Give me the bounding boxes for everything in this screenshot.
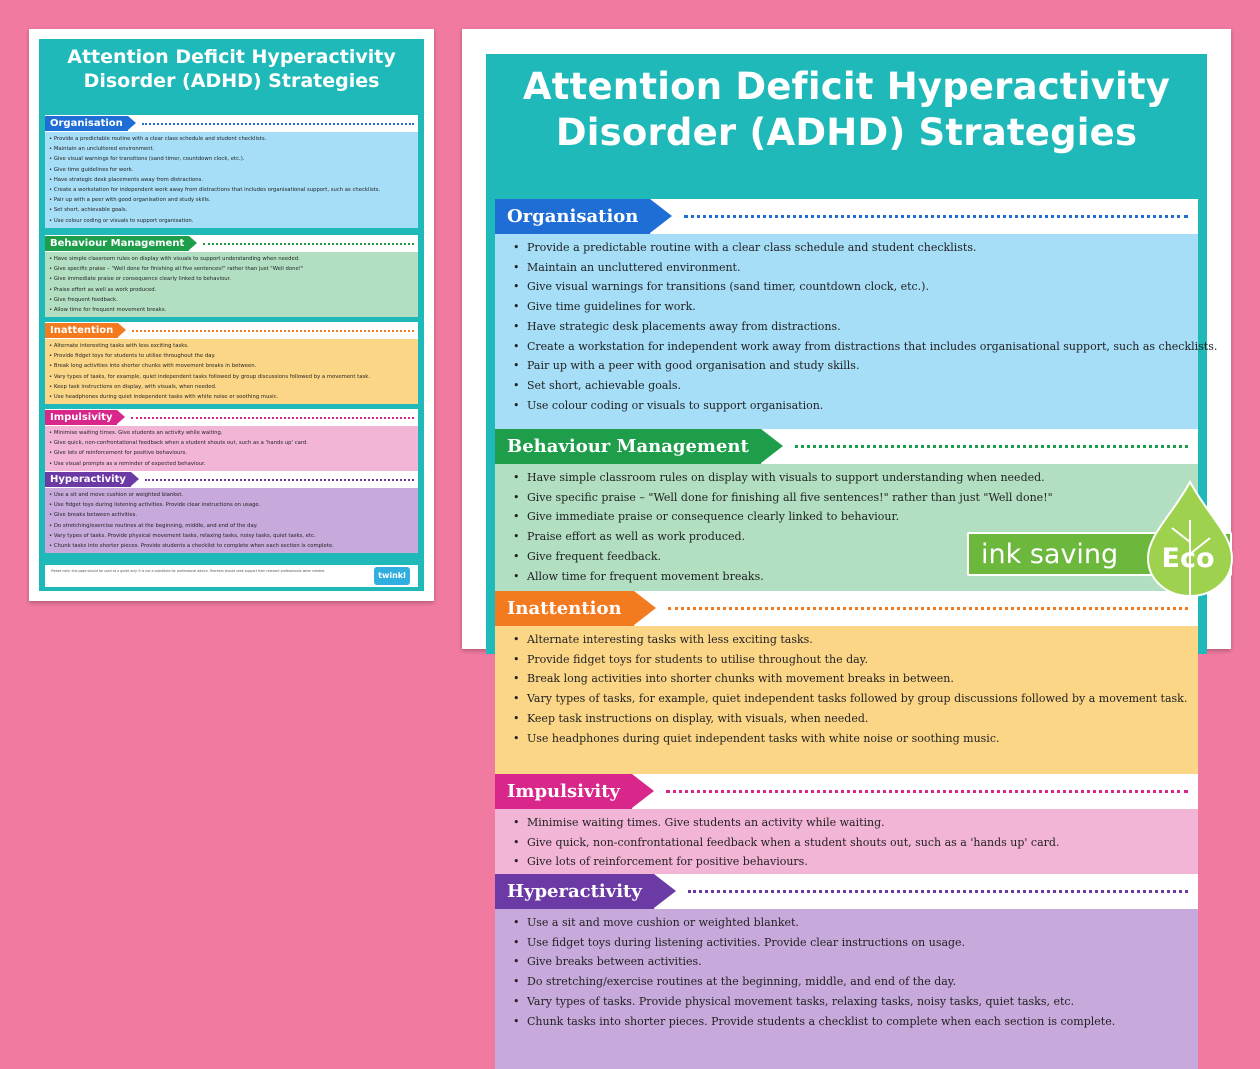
mini-list-item: • Break long activities into shorter chunks with movement breaks in between. xyxy=(49,361,414,371)
list-item: • Do stretching/exercise routines at the beginning, middle, and end of the day. xyxy=(513,972,1198,992)
list-item: • Use headphones during quiet independent tasks with white noise or soothing music. xyxy=(513,729,1198,749)
list-item: • Chunk tasks into shorter pieces. Provide students a checklist to complete when each section is complete. xyxy=(513,1012,1198,1032)
list-item: • Praise effort as well as work produced. xyxy=(513,527,1198,547)
mini-section-title: Organisation xyxy=(45,116,128,131)
list-item: • Have simple classroom rules on display with visuals to support understanding when needed. xyxy=(513,468,1198,488)
mini-section-header xyxy=(45,115,418,132)
mini-list-item: • Maintain an uncluttered environment. xyxy=(49,144,414,154)
mini-list-item: • Provide fidget toys for students to utilise throughout the day. xyxy=(49,351,414,361)
mini-section-title: Hyperactivity xyxy=(45,472,131,487)
list-item: • Give visual warnings for transitions (sand timer, countdown clock, etc.). xyxy=(513,277,1198,297)
list-item: • Pair up with a peer with good organisation and study skills. xyxy=(513,356,1198,376)
mini-list-item: • Give visual warnings for transitions (sand timer, countdown clock, etc.). xyxy=(49,154,414,164)
poster-small-footer xyxy=(45,565,418,587)
mini-list-item: • Vary types of tasks, for example, quiet independent tasks followed by group discussions followed by a movement task. xyxy=(49,372,414,382)
mini-list-item: • Use a sit and move cushion or weighted blanket. xyxy=(49,490,414,500)
mini-list-item: • Give quick, non-confrontational feedback when a student shouts out, such as a 'hands up' card. xyxy=(49,438,414,448)
mini-dotted-rule xyxy=(132,330,414,332)
section-title: Hyperactivity xyxy=(495,874,654,909)
mini-list-item: • Give immediate praise or consequence clearly linked to behaviour. xyxy=(49,274,414,284)
mini-list-item: • Have strategic desk placements away from distractions. xyxy=(49,175,414,185)
list-item: • Give frequent feedback. xyxy=(513,547,1198,567)
section-title: Behaviour Management xyxy=(495,429,761,464)
section-header xyxy=(495,199,1198,234)
dotted-rule xyxy=(795,445,1188,448)
list-item: • Minimise waiting times. Give students an activity while waiting. xyxy=(513,813,1198,833)
mini-list-item: • Use colour coding or visuals to support organisation. xyxy=(49,216,414,226)
mini-list-item: • Pair up with a peer with good organisation and study skills. xyxy=(49,195,414,205)
list-item: • Provide a predictable routine with a clear class schedule and student checklists. xyxy=(513,238,1198,258)
mini-list-item: • Vary types of tasks. Provide physical movement tasks, relaxing tasks, noisy tasks, quiet tasks, etc. xyxy=(49,531,414,541)
mini-dotted-rule xyxy=(145,479,414,481)
mini-list-item: • Have simple classroom rules on display with visuals to support understanding when needed. xyxy=(49,254,414,264)
mini-dotted-rule xyxy=(203,243,414,245)
mini-list-item: • Use headphones during quiet independent tasks with white noise or soothing music. xyxy=(49,392,414,402)
mini-section-body xyxy=(45,488,418,553)
mini-list-item: • Alternate interesting tasks with less exciting tasks. xyxy=(49,341,414,351)
mini-section xyxy=(45,322,418,404)
list-item: • Keep task instructions on display, with visuals, when needed. xyxy=(513,709,1198,729)
mini-section-body xyxy=(45,426,418,471)
ink-saving-label: ink saving xyxy=(981,539,1119,570)
mini-section-header xyxy=(45,235,418,252)
footer-note: Please note: this page should be used as a guide only. It is not a substitute for professional advice. Teachers should seek support from relevant professionals when needed. xyxy=(51,569,326,573)
list-item: • Use a sit and move cushion or weighted blanket. xyxy=(513,913,1198,933)
mini-section xyxy=(45,409,418,471)
poster-preview-small xyxy=(29,29,434,601)
mini-section xyxy=(45,235,418,317)
section-body xyxy=(495,909,1198,1069)
mini-section-title: Inattention xyxy=(45,323,118,338)
section-header xyxy=(495,429,1198,464)
mini-list-item: • Give breaks between activities. xyxy=(49,510,414,520)
list-item: • Break long activities into shorter chunks with movement breaks in between. xyxy=(513,669,1198,689)
mini-list-item: • Praise effort as well as work produced. xyxy=(49,285,414,295)
section xyxy=(495,199,1218,429)
mini-list-item: • Use visual prompts as a reminder of expected behaviour. xyxy=(49,459,414,469)
mini-list-item: • Give lots of reinforcement for positive behaviours. xyxy=(49,448,414,458)
list-item: • Use fidget toys during listening activities. Provide clear instructions on usage. xyxy=(513,933,1198,953)
mini-list-item: • Chunk tasks into shorter pieces. Provide students a checklist to complete when each section is complete. xyxy=(49,541,414,551)
mini-dotted-rule xyxy=(131,417,414,419)
mini-section-header xyxy=(45,322,418,339)
list-item: • Set short, achievable goals. xyxy=(513,376,1198,396)
section xyxy=(495,874,1198,1069)
mini-list-item: • Set short, achievable goals. xyxy=(49,205,414,215)
list-item: • Give time guidelines for work. xyxy=(513,297,1198,317)
mini-list-item: • Allow time for frequent movement breaks. xyxy=(49,305,414,315)
mini-section-header xyxy=(45,471,418,488)
mini-list-item: • Create a workstation for independent work away from distractions that includes organisational support, such as checklists. xyxy=(49,185,414,195)
leaf-drop-icon xyxy=(1142,480,1238,600)
mini-section-body xyxy=(45,252,418,317)
section-header xyxy=(495,874,1198,909)
list-item: • Give lots of reinforcement for positive behaviours. xyxy=(513,852,1198,872)
section-body xyxy=(495,234,1218,429)
list-item: • Alternate interesting tasks with less exciting tasks. xyxy=(513,630,1198,650)
mini-section xyxy=(45,471,418,553)
mini-section-body xyxy=(45,339,418,404)
mini-section-header xyxy=(45,409,418,426)
dotted-rule xyxy=(668,607,1188,610)
section-header xyxy=(495,774,1198,809)
ink-saving-eco-badge xyxy=(967,480,1254,600)
list-item: • Give quick, non-confrontational feedback when a student shouts out, such as a 'hands up' card. xyxy=(513,833,1198,853)
mini-section-title: Impulsivity xyxy=(45,410,117,425)
list-item: • Give breaks between activities. xyxy=(513,952,1198,972)
mini-dotted-rule xyxy=(142,123,414,125)
list-item: • Use colour coding or visuals to support organisation. xyxy=(513,396,1198,416)
list-item: • Create a workstation for independent work away from distractions that includes organisational support, such as checklists. xyxy=(513,337,1198,357)
mini-list-item: • Give specific praise – "Well done for finishing all five sentences!" rather than just "Well done!" xyxy=(49,264,414,274)
list-item: • Give immediate praise or consequence clearly linked to behaviour. xyxy=(513,507,1198,527)
mini-list-item: • Provide a predictable routine with a clear class schedule and student checklists. xyxy=(49,134,414,144)
mini-section-body xyxy=(45,132,418,228)
poster-small xyxy=(39,39,424,591)
dotted-rule xyxy=(688,890,1188,893)
section-title: Organisation xyxy=(495,199,650,234)
list-item: • Vary types of tasks, for example, quiet independent tasks followed by group discussions followed by a movement task. xyxy=(513,689,1198,709)
dotted-rule xyxy=(684,215,1188,218)
list-item: • Maintain an uncluttered environment. xyxy=(513,258,1198,278)
list-item: • Vary types of tasks. Provide physical movement tasks, relaxing tasks, noisy tasks, quiet tasks, etc. xyxy=(513,992,1198,1012)
mini-list-item: • Do stretching/exercise routines at the beginning, middle, and end of the day. xyxy=(49,521,414,531)
mini-section xyxy=(45,115,418,228)
eco-label: Eco xyxy=(1161,543,1215,574)
list-item: • Provide fidget toys for students to utilise throughout the day. xyxy=(513,650,1198,670)
list-item: • Give specific praise – "Well done for finishing all five sentences!" rather than just "Well done!" xyxy=(513,488,1198,508)
poster-large-title: Attention Deficit Hyperactivity Disorder (ADHD) Strategies xyxy=(522,65,1171,154)
mini-list-item: • Use fidget toys during listening activities. Provide clear instructions on usage. xyxy=(49,500,414,510)
mini-list-item: • Give frequent feedback. xyxy=(49,295,414,305)
list-item: • Allow time for frequent movement breaks. xyxy=(513,567,1198,587)
mini-list-item: • Give time guidelines for work. xyxy=(49,165,414,175)
list-item: • Have strategic desk placements away from distractions. xyxy=(513,317,1198,337)
dotted-rule xyxy=(666,790,1188,793)
mini-list-item: • Minimise waiting times. Give students an activity while waiting. xyxy=(49,428,414,438)
mini-section-title: Behaviour Management xyxy=(45,236,189,251)
section-title: Impulsivity xyxy=(495,774,632,809)
poster-small-title: Attention Deficit Hyperactivity Disorder (ADHD) Strategies xyxy=(67,46,396,92)
section-title: Inattention xyxy=(495,591,634,626)
twinkl-logo: twinkl xyxy=(374,567,410,585)
mini-list-item: • Keep task instructions on display, with visuals, when needed. xyxy=(49,382,414,392)
